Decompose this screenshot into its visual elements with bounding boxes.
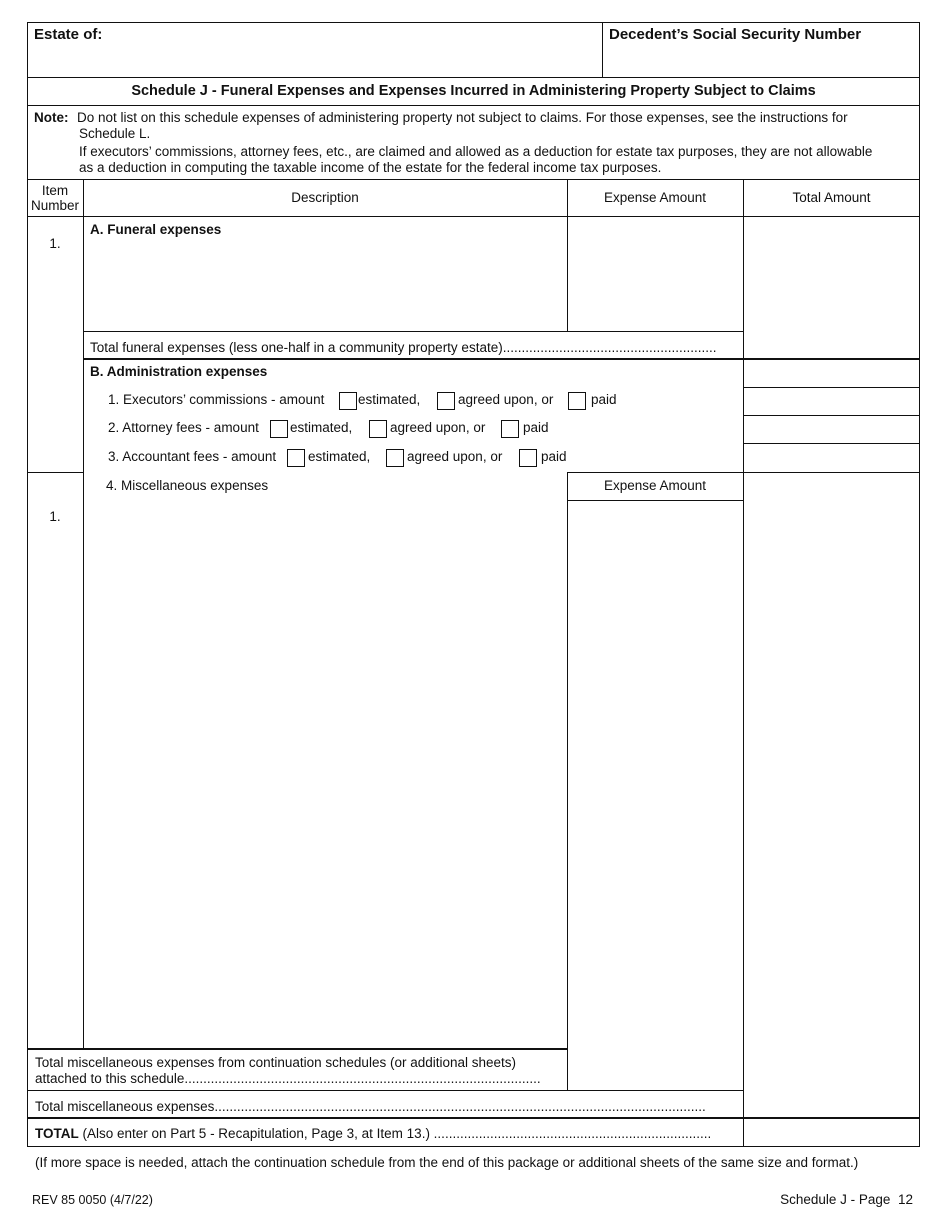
- accountant-fees-label: 3. Accountant fees - amount: [108, 449, 277, 464]
- total-bold-label: TOTAL: [35, 1126, 79, 1141]
- page-footer: [780, 1192, 913, 1207]
- col-line-desc-top: [567, 179, 568, 331]
- misc-total-label: Total miscellaneous expenses...................................................................................................................................: [35, 1099, 706, 1114]
- total-amount-header: Total Amount: [792, 190, 871, 205]
- rule: [27, 1117, 920, 1119]
- col-line-item: [83, 179, 84, 472]
- rule: [27, 179, 920, 180]
- rule: [27, 105, 920, 106]
- attorney-fees-label: 2. Attorney fees - amount: [108, 420, 259, 435]
- note-line-3: If executors’ commissions, attorney fees, etc., are claimed and allowed as a deduction for estate tax purposes, they are not allowable: [79, 144, 873, 159]
- rule: [27, 77, 920, 78]
- description-header: Description: [291, 190, 359, 205]
- executors-paid-label: paid: [591, 392, 617, 407]
- executors-total-field[interactable]: [746, 389, 917, 413]
- item-number-header: [27, 183, 83, 213]
- misc-expense-amount-header: Expense Amount: [603, 478, 707, 493]
- accountant-estimated-checkbox[interactable]: [287, 449, 305, 467]
- schedule-title: Schedule J - Funeral Expenses and Expenses Incurred in Administering Property Subject to Claims: [131, 83, 816, 99]
- funeral-total-label: Total funeral expenses (less one-half in a community property estate).........................................................: [90, 340, 717, 355]
- estate-label: Estate of:: [34, 26, 103, 43]
- continuation-note: (If more space is needed, attach the continuation schedule from the end of this package or additional sheets of the same size and format.): [35, 1155, 859, 1170]
- misc-item-number: 1.: [49, 509, 61, 524]
- item-header-line-1: Item: [41, 183, 69, 198]
- ssn-label: Decedent’s Social Security Number: [609, 26, 862, 43]
- col-line-item-lower: [83, 472, 84, 1048]
- section-b-title: B. Administration expenses: [90, 364, 268, 379]
- accountant-agreed-label: agreed upon, or: [407, 449, 503, 464]
- grand-total-field[interactable]: [746, 1120, 917, 1144]
- estate-input[interactable]: [30, 46, 598, 74]
- executors-paid-checkbox[interactable]: [568, 392, 586, 410]
- attorney-estimated-checkbox[interactable]: [270, 420, 288, 438]
- executors-commissions-label: 1. Executors’ commissions - amount: [108, 392, 325, 407]
- ssn-input[interactable]: [606, 46, 916, 74]
- rule: [743, 443, 920, 444]
- attorney-estimated-label: estimated,: [290, 420, 353, 435]
- rule: [743, 387, 920, 388]
- page-label: Schedule J - Page: [780, 1192, 891, 1207]
- note-line-4: as a deduction in computing the taxable income of the estate for the federal income tax purposes.: [79, 160, 662, 175]
- misc-description-area[interactable]: [86, 502, 564, 1045]
- executors-estimated-label: estimated,: [358, 392, 421, 407]
- funeral-total-field[interactable]: [746, 220, 917, 356]
- attorney-paid-checkbox[interactable]: [501, 420, 519, 438]
- note-line-1: Do not list on this schedule expenses of administering property not subject to claims. For those expenses, see the instructions for: [77, 110, 848, 125]
- continuation-total-line-2: attached to this schedule...............................................................................................: [35, 1071, 541, 1086]
- expense-amount-header: Expense Amount: [603, 190, 707, 205]
- section-a-title: A. Funeral expenses: [90, 222, 222, 237]
- attorney-paid-label: paid: [523, 420, 549, 435]
- misc-expenses-label: 4. Miscellaneous expenses: [106, 478, 269, 493]
- accountant-total-field[interactable]: [746, 446, 917, 470]
- rule: [83, 358, 920, 360]
- funeral-expense-amount-field[interactable]: [570, 220, 740, 328]
- accountant-paid-checkbox[interactable]: [519, 449, 537, 467]
- executors-estimated-checkbox[interactable]: [339, 392, 357, 410]
- rule: [27, 1048, 567, 1050]
- page-number: 12: [897, 1192, 913, 1207]
- rule: [27, 1090, 743, 1091]
- header-divider: [602, 22, 603, 77]
- accountant-paid-label: paid: [541, 449, 567, 464]
- continuation-total-line-1: Total miscellaneous expenses from continuation schedules (or additional sheets): [35, 1055, 517, 1070]
- rule: [27, 216, 920, 217]
- rule: [567, 500, 743, 501]
- item-header-line-2: Number: [30, 198, 79, 213]
- misc-expense-amount-field[interactable]: [570, 503, 740, 1087]
- attorney-agreed-label: agreed upon, or: [390, 420, 486, 435]
- misc-total-amount-field[interactable]: [746, 475, 917, 1115]
- attorney-total-field[interactable]: [746, 417, 917, 441]
- rule: [743, 415, 920, 416]
- accountant-estimated-label: estimated,: [308, 449, 371, 464]
- rule: [27, 472, 83, 473]
- section-a-item-number: 1.: [49, 236, 61, 251]
- total-rest-label: (Also enter on Part 5 - Recapitulation, Page 3, at Item 13.) ..........................................................................: [78, 1126, 712, 1141]
- rule: [567, 472, 920, 473]
- rule: [83, 331, 743, 332]
- funeral-description-area[interactable]: [86, 240, 564, 328]
- form-id: REV 85 0050 (4/7/22): [32, 1193, 153, 1207]
- attorney-agreed-checkbox[interactable]: [369, 420, 387, 438]
- col-line-desc-misc: [567, 472, 568, 1090]
- accountant-agreed-checkbox[interactable]: [386, 449, 404, 467]
- col-line-expense: [743, 179, 744, 1147]
- grand-total-label: [35, 1126, 735, 1141]
- note-label: Note:: [34, 110, 69, 125]
- executors-agreed-label: agreed upon, or: [458, 392, 554, 407]
- note-line-2: Schedule L.: [79, 126, 151, 141]
- executors-agreed-checkbox[interactable]: [437, 392, 455, 410]
